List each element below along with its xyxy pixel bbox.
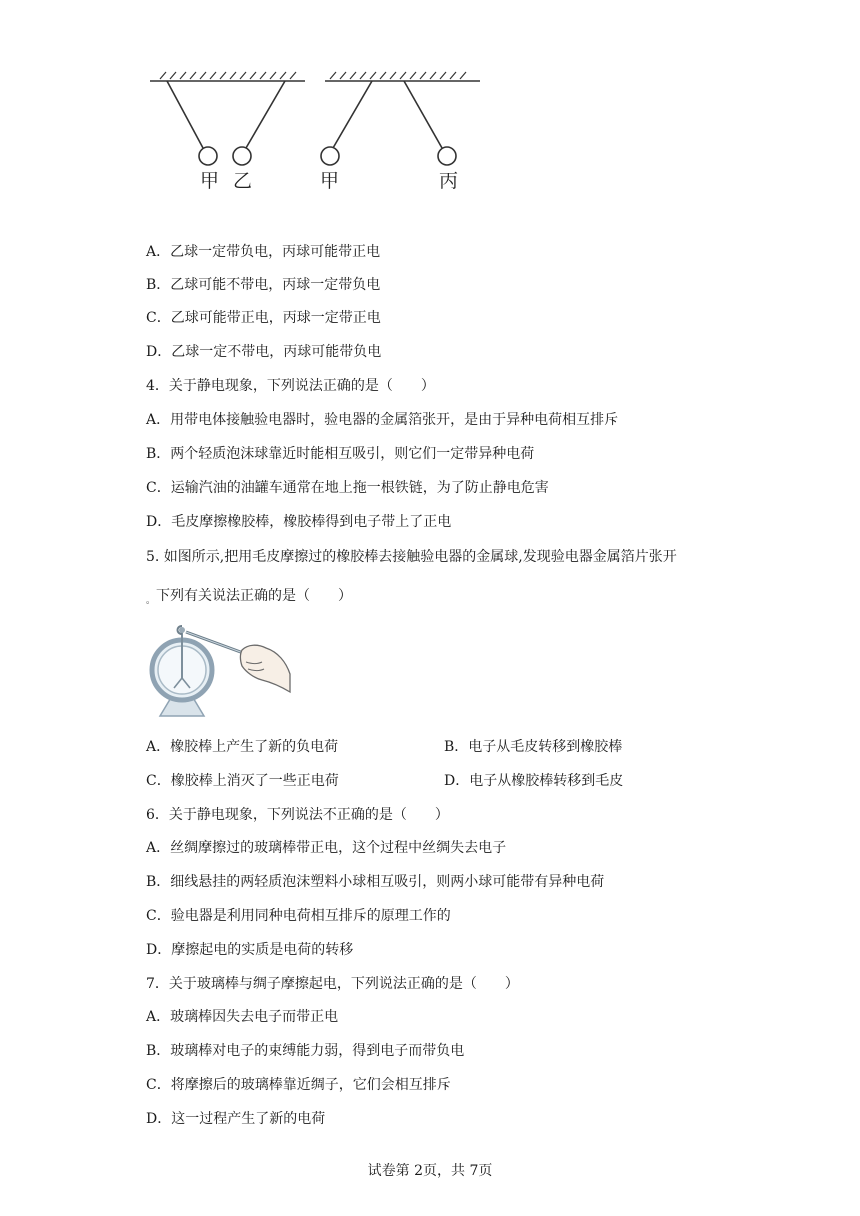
q6-option-d: D．摩擦起电的实质是电荷的转移 bbox=[146, 942, 354, 958]
q3-option-c: C．乙球可能带正电，丙球一定带正电 bbox=[146, 310, 381, 326]
q5-stem-line2-wrap bbox=[146, 587, 352, 610]
q7-option-c: C．将摩擦后的玻璃棒靠近绸子，它们会相互排斥 bbox=[146, 1077, 451, 1093]
q3-option-b: B．乙球可能不带电，丙球一定带负电 bbox=[146, 277, 381, 293]
q6-stem: 6．关于静电现象，下列说法不正确的是（ ） bbox=[146, 807, 449, 823]
q4-option-b: B．两个轻质泡沫球靠近时能相互吸引，则它们一定带异种电荷 bbox=[146, 446, 535, 462]
q5-option-a: A．橡胶棒上产生了新的负电荷 bbox=[146, 739, 339, 755]
q5-stem-line1: 5. 如图所示,把用毛皮摩擦过的橡胶棒去接触验电器的金属球,发现验电器金属箔片张开 bbox=[146, 549, 677, 565]
pendulum-figure bbox=[140, 62, 500, 202]
electroscope-figure bbox=[146, 622, 294, 722]
q7-stem: 7．关于玻璃棒与绸子摩擦起电，下列说法正确的是（ ） bbox=[146, 976, 519, 992]
q4-option-a: A．用带电体接触验电器时，验电器的金属箔张开，是由于异种电荷相互排斥 bbox=[146, 412, 619, 428]
ball-label-yi: 乙 bbox=[233, 170, 253, 192]
q6-option-b: B．细线悬挂的两轻质泡沫塑料小球相互吸引，则两小球可能带有异种电荷 bbox=[146, 874, 605, 890]
q4-option-c: C．运输汽油的油罐车通常在地上拖一根铁链，为了防止静电危害 bbox=[146, 480, 549, 496]
q4-stem: 4．关于静电现象，下列说法正确的是（ ） bbox=[146, 378, 435, 394]
q7-option-b: B．玻璃棒对电子的束缚能力弱，得到电子而带负电 bbox=[146, 1043, 465, 1059]
ball-label-jia-2: 甲 bbox=[320, 170, 340, 192]
page-footer: 试卷第 2页，共 7页 bbox=[367, 1163, 493, 1179]
electroscope-illustration bbox=[146, 622, 294, 722]
q5-option-d: D．电子从橡胶棒转移到毛皮 bbox=[444, 773, 624, 789]
q5-option-c: C．橡胶棒上消灭了一些正电荷 bbox=[146, 773, 339, 789]
q6-option-a: A．丝绸摩擦过的玻璃棒带正电，这个过程中丝绸失去电子 bbox=[146, 840, 507, 856]
q5-stem-mark: 。 bbox=[146, 596, 156, 606]
ball-label-jia-1: 甲 bbox=[200, 170, 220, 192]
q5-option-b: B．电子从毛皮转移到橡胶棒 bbox=[444, 739, 623, 755]
q3-option-d: D．乙球一定不带电，丙球可能带负电 bbox=[146, 344, 382, 360]
q5-stem-line2: 下列有关说法正确的是（ ） bbox=[156, 588, 353, 604]
q3-option-a: A．乙球一定带负电，丙球可能带正电 bbox=[146, 244, 381, 260]
q7-option-a: A．玻璃棒因失去电子而带正电 bbox=[146, 1009, 339, 1025]
q7-option-d: D．这一过程产生了新的电荷 bbox=[146, 1111, 326, 1127]
q6-option-c: C．验电器是利用同种电荷相互排斥的原理工作的 bbox=[146, 908, 451, 924]
q4-option-d: D．毛皮摩擦橡胶棒，橡胶棒得到电子带上了正电 bbox=[146, 514, 452, 530]
ball-label-bing: 丙 bbox=[439, 170, 459, 192]
